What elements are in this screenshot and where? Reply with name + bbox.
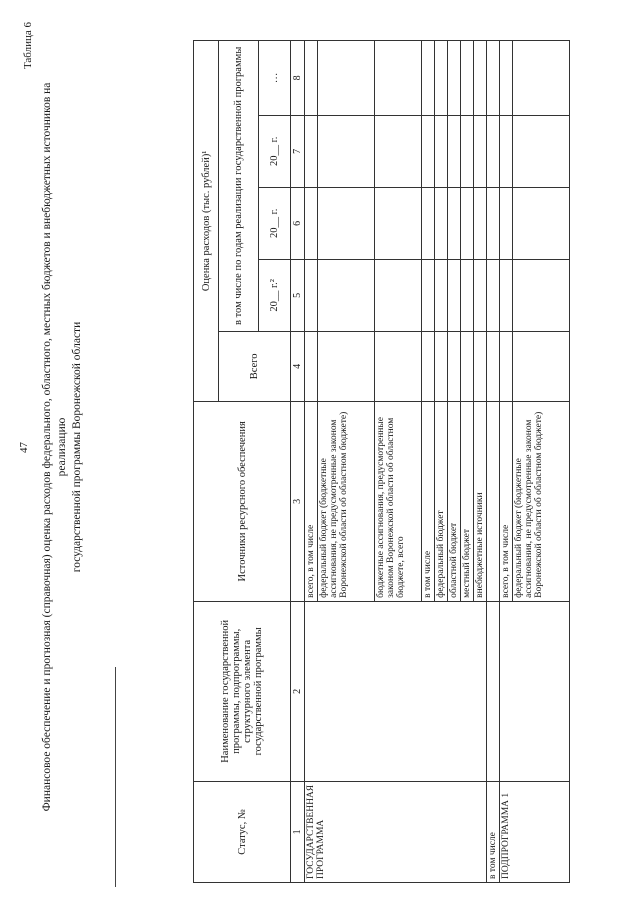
col-number: 3 bbox=[291, 401, 305, 601]
header-source: Источники ресурсного обеспечения bbox=[194, 401, 291, 601]
table-heading bbox=[40, 67, 85, 827]
in-total-label: в том числе bbox=[487, 781, 500, 882]
header-status: Статус, № bbox=[194, 781, 291, 882]
table-row bbox=[500, 40, 513, 882]
table-row bbox=[487, 40, 500, 882]
rotated-page bbox=[8, 7, 632, 897]
source-law: бюджетные ассигнования, предусмотренные законом Воронежской области об областном бюджете, всего bbox=[375, 401, 422, 601]
source-regional: областной бюджет bbox=[448, 401, 461, 601]
heading-line-2: государственной программы Воронежской области bbox=[71, 321, 83, 573]
col-number: 4 bbox=[291, 331, 305, 401]
source-federal-not-law: федеральный бюджет (бюджетные ассигнования, не предусмотренные законом Воронежской области об областном бюджете) bbox=[318, 401, 375, 601]
col-number: 7 bbox=[291, 115, 305, 187]
source-including: в том числе bbox=[422, 401, 435, 601]
header-more-years: … bbox=[259, 40, 291, 115]
header-by-years: в том числе по годам реализации государственной программы bbox=[219, 40, 259, 331]
financing-table bbox=[193, 40, 570, 883]
table-number: Таблица 6 bbox=[22, 22, 34, 70]
source-federal-not-law: федеральный бюджет (бюджетные ассигнования, не предусмотренные законом Воронежской области об областном бюджете) bbox=[513, 401, 570, 601]
header-name: Наименование государственной программы, подпрограммы, структурного элемента государственной программы bbox=[194, 601, 291, 781]
page-number: 47 bbox=[18, 442, 30, 453]
source-total: всего, в том числе bbox=[500, 401, 513, 601]
source-total: всего, в том числе bbox=[305, 401, 318, 601]
source-extra: внебюджетные источники bbox=[474, 401, 487, 601]
column-number-row bbox=[291, 40, 305, 882]
subprogram-status: ПОДПРОГРАММА 1 bbox=[500, 781, 570, 882]
col-number: 8 bbox=[291, 40, 305, 115]
col-number: 5 bbox=[291, 259, 305, 331]
col-number: 1 bbox=[291, 781, 305, 882]
table-row bbox=[305, 40, 318, 882]
header-year-2: 20__ г. bbox=[259, 187, 291, 259]
program-name bbox=[305, 601, 487, 781]
program-status: ГОСУДАРСТВЕННАЯ ПРОГРАММА bbox=[305, 781, 487, 882]
col-number: 6 bbox=[291, 187, 305, 259]
header-year-3: 20__ г. bbox=[259, 115, 291, 187]
header-estimate: Оценка расходов (тыс. рублей)¹ bbox=[194, 40, 219, 401]
source-local: местный бюджет bbox=[461, 401, 474, 601]
source-federal: федеральный бюджет bbox=[435, 401, 448, 601]
heading-rule-left bbox=[115, 667, 116, 887]
col-number: 2 bbox=[291, 601, 305, 781]
heading-line-1: Финансовое обеспечение и прогнозная (справочная) оценка расходов федерального, областного, местных бюджетов и внебюджетных источников на реализацию bbox=[41, 82, 68, 812]
header-total: Всего bbox=[219, 331, 291, 401]
subprogram-name bbox=[500, 601, 570, 781]
header-year-1: 20__ г.² bbox=[259, 259, 291, 331]
